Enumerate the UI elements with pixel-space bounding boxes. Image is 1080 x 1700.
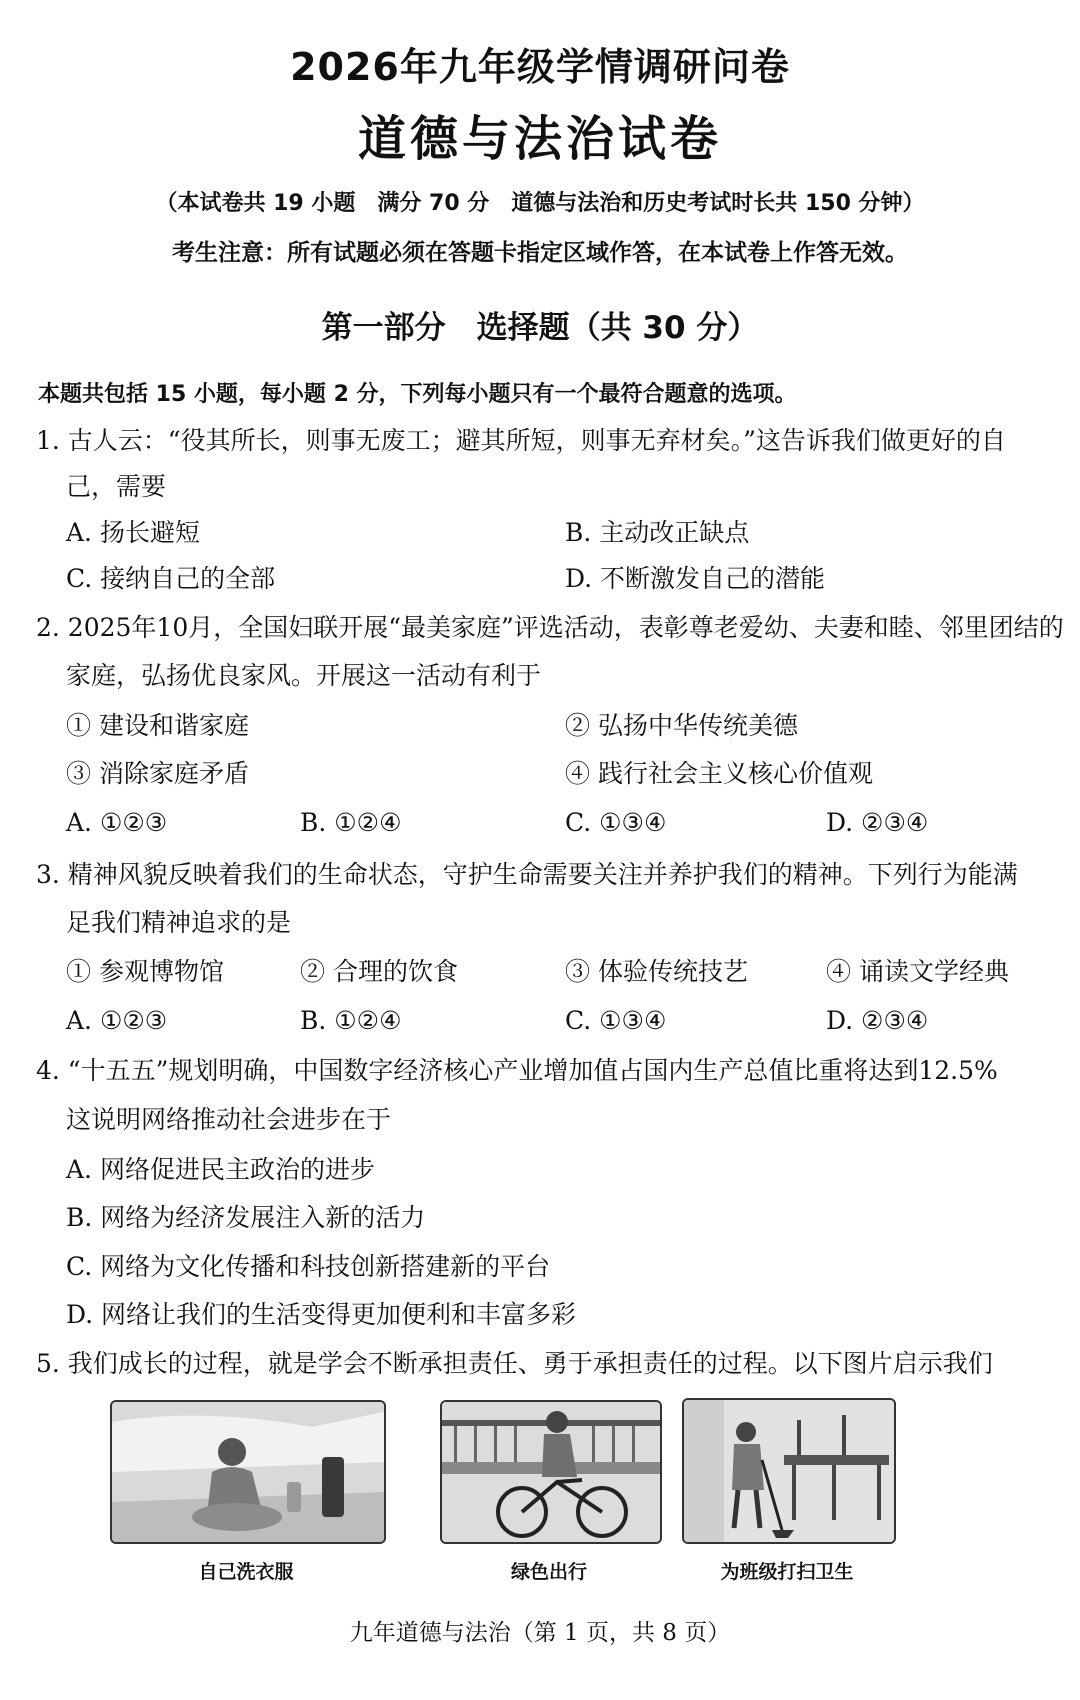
- q2-statement-1: ① 建设和谐家庭: [66, 711, 249, 740]
- figure-washing-clothes: [110, 1400, 386, 1544]
- class-cleaning-illustration: [684, 1400, 894, 1542]
- q4-stem-line2: 这说明网络推动社会进步在于: [66, 1105, 392, 1134]
- caption-washing-clothes: 自己洗衣服: [198, 1561, 294, 1583]
- q2-stem-line2: 家庭，弘扬优良家风。开展这一活动有利于: [66, 661, 542, 690]
- exam-info: （本试卷共 19 小题 满分 70 分 道德与法治和历史考试时长共 150 分钟）: [155, 191, 925, 216]
- exam-notice: 考生注意：所有试题必须在答题卡指定区域作答，在本试卷上作答无效。: [172, 240, 908, 266]
- q5-stem: 5. 我们成长的过程，就是学会不断承担责任、勇于承担责任的过程。以下图片启示我们: [36, 1349, 993, 1378]
- q2-option-c: C. ①③④: [565, 808, 667, 837]
- q2-statement-3: ③ 消除家庭矛盾: [66, 759, 249, 788]
- q3-statement-2: ② 合理的饮食: [300, 957, 458, 986]
- q4-option-d: D. 网络让我们的生活变得更加便利和丰富多彩: [66, 1300, 577, 1329]
- page-footer: 九年道德与法治（第 1 页，共 8 页）: [349, 1620, 731, 1646]
- q2-stem-line1: 2. 2025年10月，全国妇联开展“最美家庭”评选活动，表彰尊老爱幼、夫妻和睦、邻里团结的: [36, 613, 1064, 642]
- subject-title: 道德与法治试卷: [357, 111, 722, 167]
- q2-statement-2: ② 弘扬中华传统美德: [565, 711, 798, 740]
- washing-clothes-illustration: [112, 1402, 384, 1542]
- q2-option-b: B. ①②④: [300, 808, 402, 837]
- q3-stem-line2: 足我们精神追求的是: [66, 908, 292, 937]
- caption-class-cleaning: 为班级打扫卫生: [720, 1561, 854, 1583]
- q4-option-a: A. 网络促进民主政治的进步: [66, 1155, 375, 1184]
- q1-option-d: D. 不断激发自己的潜能: [565, 564, 826, 593]
- q4-option-b: B. 网络为经济发展注入新的活力: [66, 1203, 426, 1232]
- q1-option-a: A. 扬长避短: [66, 518, 200, 547]
- q3-option-a: A. ①②③: [66, 1006, 168, 1035]
- q2-option-a: A. ①②③: [66, 808, 168, 837]
- green-travel-illustration: [442, 1402, 660, 1542]
- q3-option-c: C. ①③④: [565, 1006, 667, 1035]
- q1-option-c: C. 接纳自己的全部: [66, 564, 276, 593]
- q2-option-d: D. ②③④: [826, 808, 929, 837]
- q4-stem-line1: 4. “十五五”规划明确，中国数字经济核心产业增加值占国内生产总值比重将达到12.5%: [36, 1056, 998, 1085]
- q1-stem-line2: 己，需要: [66, 472, 167, 501]
- q3-stem-line1: 3. 精神风貌反映着我们的生命状态，守护生命需要关注并养护我们的精神。下列行为能满: [36, 860, 1018, 889]
- figure-class-cleaning: [682, 1398, 896, 1544]
- caption-green-travel: 绿色出行: [510, 1561, 587, 1583]
- q3-statement-3: ③ 体验传统技艺: [565, 957, 748, 986]
- q3-option-d: D. ②③④: [826, 1006, 929, 1035]
- part-one-title: 第一部分 选择题（共 30 分）: [321, 310, 759, 346]
- q3-statement-4: ④ 诵读文学经典: [826, 957, 1009, 986]
- q1-stem-line1: 1. 古人云：“役其所长，则事无废工；避其所短，则事无弃材矣。”这告诉我们做更好的自: [36, 426, 1006, 455]
- q4-option-c: C. 网络为文化传播和科技创新搭建新的平台: [66, 1252, 551, 1281]
- figure-green-travel: [440, 1400, 662, 1544]
- exam-title: 2026年九年级学情调研问卷: [290, 45, 790, 89]
- q3-statement-1: ① 参观博物馆: [66, 957, 224, 986]
- q1-option-b: B. 主动改正缺点: [565, 518, 750, 547]
- q3-option-b: B. ①②④: [300, 1006, 402, 1035]
- part-one-instruction: 本题共包括 15 小题，每小题 2 分，下列每小题只有一个最符合题意的选项。: [38, 382, 797, 407]
- q2-statement-4: ④ 践行社会主义核心价值观: [565, 759, 873, 788]
